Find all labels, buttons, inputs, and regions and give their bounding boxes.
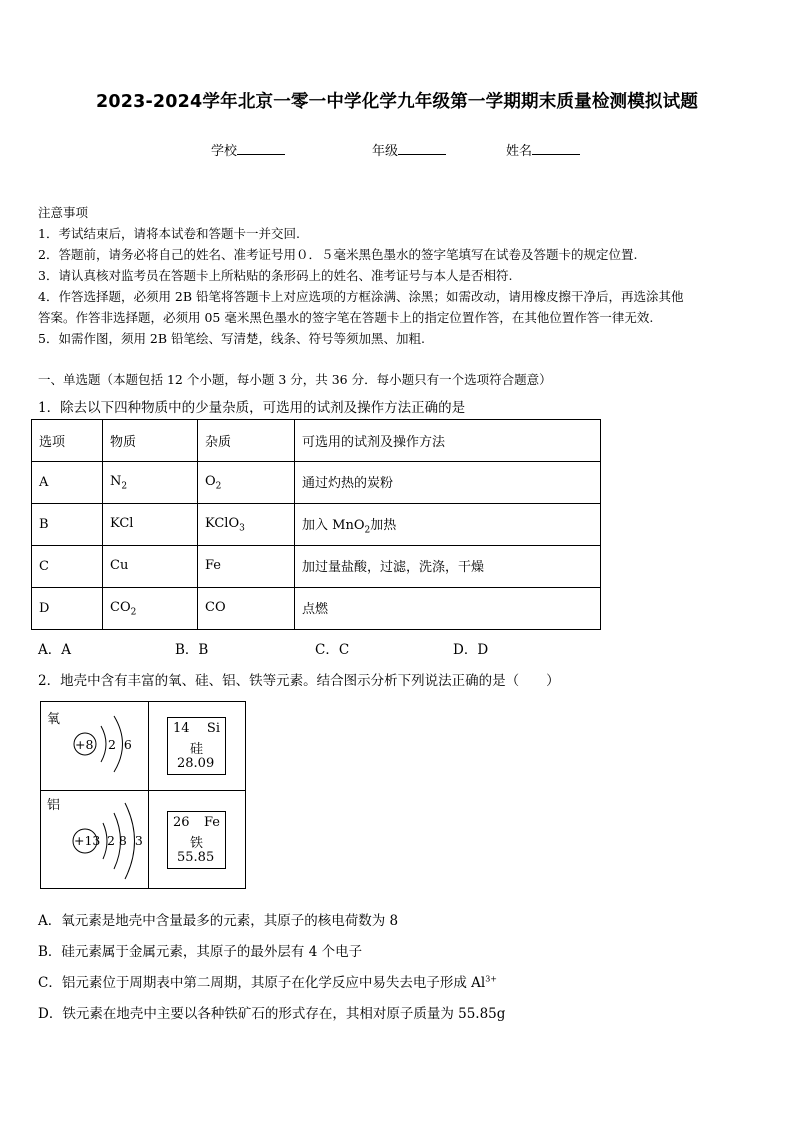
table-cell-substance: $CO_2$ (103, 588, 198, 630)
notice-item: 1．考试结束后，请将本试卷和答题卡一并交回. (38, 226, 300, 241)
ion-charge: 3+ (485, 974, 497, 984)
answer-option-d[interactable]: D．铁元素在地壳中主要以各种铁矿石的形式存在，其相对原子质量为 55.85g (38, 1006, 506, 1022)
oxygen-label: 氧 (47, 712, 61, 727)
table-cell-option: B (32, 504, 103, 546)
grade-blank[interactable] (398, 142, 446, 155)
table-cell-option: D (32, 588, 103, 630)
table-cell-substance: Cu (103, 546, 198, 588)
element-name: 铁 (190, 836, 204, 851)
element-figure (40, 701, 246, 889)
table-row (32, 462, 601, 504)
notice-heading: 注意事项 (38, 205, 89, 220)
notice-item: 4．作答选择题，必须用 2B 铅笔将答题卡上对应选项的方框涂满、涂黑；如需改动，请用橡皮擦干净后，再选涂其他 (38, 289, 684, 304)
oxygen-nucleus-charge: +8 (75, 737, 94, 752)
answer-option-c[interactable] (38, 971, 497, 991)
school-blank[interactable] (237, 142, 285, 155)
answer-option-b[interactable]: B．硅元素属于金属元素，其原子的最外层有 4 个电子 (38, 944, 363, 960)
atomic-number: 14 (173, 721, 190, 736)
answer-option-b[interactable]: B．B (175, 642, 209, 658)
atomic-mass: 55.85 (177, 850, 215, 865)
table-header: 选项 (32, 420, 103, 462)
table-cell-substance: $N_2$ (103, 462, 198, 504)
table-row (32, 588, 601, 630)
iron-element-card (167, 811, 226, 869)
table-cell-impurity: $O_2$ (198, 462, 295, 504)
table-header: 杂质 (198, 420, 295, 462)
aluminum-nucleus-charge: +13 (74, 833, 101, 848)
answer-option-c[interactable]: C．C (315, 642, 350, 658)
table-cell-method: 点燃 (295, 588, 601, 630)
name-label: 姓名 (506, 144, 533, 159)
page-title: 2023-2024学年北京一零一中学化学九年级第一学期期末质量检测模拟试题 (95, 92, 699, 112)
table-cell-impurity: KClO$_3$ (198, 504, 295, 546)
question-1-stem: 1．除去以下四种物质中的少量杂质，可选用的试剂及操作方法正确的是 (38, 400, 466, 416)
table-cell-impurity: CO (198, 588, 295, 630)
table-cell-option: A (32, 462, 103, 504)
name-field (506, 140, 580, 159)
element-symbol: Si (206, 721, 220, 736)
grade-label: 年级 (372, 144, 399, 159)
atomic-number: 26 (173, 815, 190, 830)
section-heading: 一、单选题（本题包括 12 个小题，每小题 3 分，共 36 分．每小题只有一个选项符合题意） (38, 372, 552, 387)
element-name: 硅 (190, 742, 204, 757)
notice-item: 3．请认真核对监考员在答题卡上所粘贴的条形码上的姓名、准考证号与本人是否相符. (38, 268, 513, 283)
notice-item: 2．答题前，请务必将自己的姓名、准考证号用０．５毫米黑色墨水的签字笔填写在试卷及答题卡的规定位置. (38, 247, 638, 262)
table-header: 物质 (103, 420, 198, 462)
table-header-row (32, 420, 601, 462)
table-cell-option: C (32, 546, 103, 588)
notice-item: 5．如需作图，须用 2B 铅笔绘、写清楚，线条、符号等须加黑、加粗. (38, 331, 426, 346)
element-symbol: Fe (203, 815, 220, 830)
notice-item: 答案。作答非选择题，必须用 05 毫米黑色墨水的签字笔在答题卡上的指定位置作答，在其他位置作答一律无效. (38, 310, 654, 325)
atomic-mass: 28.09 (177, 756, 215, 771)
table-row (32, 504, 601, 546)
answer-option-c-text: C．铝元素位于周期表中第二周期，其原子在化学反应中易失去电子形成 Al (38, 975, 486, 991)
table-cell-substance: KCl (103, 504, 198, 546)
school-label: 学校 (211, 144, 238, 159)
table-row (32, 546, 601, 588)
table-header: 可选用的试剂及操作方法 (295, 420, 601, 462)
table-cell-method: 加入 MnO$_2$加热 (295, 504, 601, 546)
oxygen-shell-electrons: 2 6 (108, 737, 132, 752)
silicon-element-card (167, 717, 226, 775)
school-field (211, 140, 285, 159)
table-cell-method: 通过灼热的炭粉 (295, 462, 601, 504)
electron-shell-arc (101, 726, 106, 762)
name-blank[interactable] (532, 142, 580, 155)
figure-divider (148, 702, 149, 888)
question-2-stem: 2．地壳中含有丰富的氧、硅、铝、铁等元素。结合图示分析下列说法正确的是（ ） (38, 673, 560, 689)
answer-option-d[interactable]: D．D (453, 642, 489, 658)
question-1-options (38, 638, 598, 656)
grade-field (372, 140, 446, 159)
aluminum-shell-electrons: 2 8 3 (107, 833, 143, 848)
table-cell-impurity: Fe (198, 546, 295, 588)
aluminum-label: 铝 (47, 798, 61, 813)
answer-option-a[interactable]: A．氧元素是地壳中含量最多的元素，其原子的核电荷数为 8 (38, 913, 399, 929)
table-cell-method: 加过量盐酸，过滤，洗涤，干燥 (295, 546, 601, 588)
answer-option-a[interactable]: A．A (38, 642, 71, 658)
question-1-table (31, 419, 601, 630)
